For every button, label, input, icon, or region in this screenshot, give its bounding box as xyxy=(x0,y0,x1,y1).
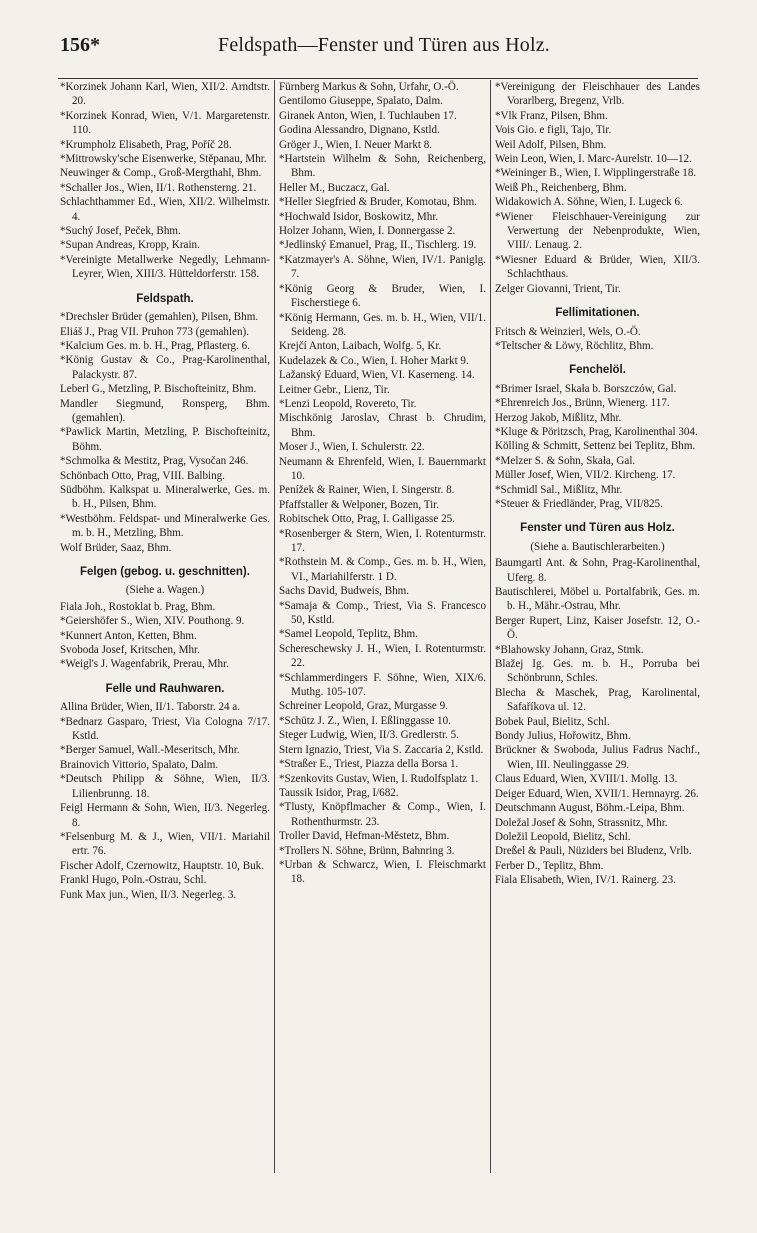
directory-entry: Fiala Joh., Rostoklat b. Prag, Bhm. xyxy=(60,600,216,613)
directory-entry: Berger Rupert, Linz, Kaiser Josefstr. 12, O.-Ö. xyxy=(495,614,700,642)
column-divider xyxy=(490,80,491,1173)
directory-entry: Widakowich A. Söhne, Wien, I. Lugeck 6. xyxy=(495,196,683,209)
directory-entry: *Urban & Schwarcz, Wien, I. Fleischmarkt 18. xyxy=(279,858,486,886)
directory-entry: Wolf Brüder, Saaz, Bhm. xyxy=(60,541,172,554)
directory-entry: Schlachthammer Ed., Wien, XII/2. Wilhelmstr. 4. xyxy=(60,196,270,223)
directory-entry: *Melzer S. & Sohn, Skała, Gal. xyxy=(495,454,636,467)
directory-entry: *Bednarz Gasparo, Triest, Via Cologna 7/17. Kstld. xyxy=(60,715,270,743)
page-number: 156* xyxy=(60,34,100,56)
column-divider xyxy=(274,80,275,1173)
directory-entry: *Drechsler Brüder (gemahlen), Pilsen, Bhm. xyxy=(60,311,259,324)
directory-entry: *Rothstein M. & Comp., Ges. m. b. H., Wien, VI., Mariahilferstr. 1 D. xyxy=(279,556,486,583)
section-note: (Siehe a. Bautischlerarbeiten.) xyxy=(530,540,665,553)
directory-entry: Deiger Eduard, Wien, XVII/1. Hernnayrg. 26. xyxy=(495,787,699,800)
directory-entry: Schönbach Otto, Prag, VIII. Balbing. xyxy=(60,469,225,482)
directory-entry: *Brimer Israel, Skała b. Borszczów, Gal. xyxy=(495,382,677,395)
directory-entry: *Vereinigte Metallwerke Negedly, Lehmann-Leyrer, Wien, XIII/3. Hütteldorferstr. 158. xyxy=(60,253,270,281)
directory-entry: *König Hermann, Ges. m. b. H., Wien, VII/1. Seideng. 28. xyxy=(279,311,486,338)
directory-entry: Herzog Jakob, Mißlitz, Mhr. xyxy=(495,411,622,424)
directory-entry: *Krumpholz Elisabeth, Prag, Poříč 28. xyxy=(60,138,232,151)
directory-entry: Stern Ignazio, Triest, Via S. Zaccaria 2, Kstld. xyxy=(279,743,484,756)
directory-entry: Müller Josef, Wien, VII/2. Kircheng. 17. xyxy=(495,469,676,482)
directory-entry: *Korzinek Johann Karl, Wien, XII/2. Arndtstr. 20. xyxy=(60,81,270,108)
directory-entry: Eliáš J., Prag VII. Pruhon 773 (gemahlen). xyxy=(60,325,249,338)
section-heading: Felle und Rauhwaren. xyxy=(105,682,225,695)
directory-entry: *Teltscher & Löwy, Röchlitz, Bhm. xyxy=(495,339,654,352)
directory-entry: *Hochwald Isidor, Boskowitz, Mhr. xyxy=(279,210,439,223)
directory-entry: *Mittrowsky'sche Eisenwerke, Stěpanau, Mhr. xyxy=(60,153,267,166)
directory-entry: Pfaffstaller & Welponer, Bozen, Tir. xyxy=(279,498,440,511)
directory-entry: Robitschek Otto, Prag, I. Galligasse 25. xyxy=(279,513,455,526)
directory-entry: Ferber D., Teplitz, Bhm. xyxy=(495,859,604,872)
directory-entry: *Schmidl Sal., Mißlitz, Mhr. xyxy=(495,483,623,496)
directory-entry: Taussik Isidor, Prag, I/682. xyxy=(279,786,399,799)
directory-entry: Doležil Leopold, Bielitz, Schl. xyxy=(495,830,631,843)
section-heading: Fenster und Türen aus Holz. xyxy=(520,522,675,535)
directory-entry: Kudelazek & Co., Wien, I. Hoher Markt 9. xyxy=(279,354,469,367)
directory-entry: Vois Gio. e figli, Tajo, Tir. xyxy=(495,124,612,137)
directory-entry: Allina Brüder, Wien, II/1. Taborstr. 24 a. xyxy=(60,701,241,714)
directory-entry: *Samel Leopold, Teplitz, Bhm. xyxy=(279,628,418,641)
directory-entry: *Tlusty, Knöpflmacher & Comp., Wien, I. Rothenthurmstr. 23. xyxy=(279,801,486,828)
directory-entry: Penížek & Rainer, Wien, I. Singerstr. 8. xyxy=(279,484,455,497)
section-heading: Fellimitationen. xyxy=(555,307,640,320)
directory-entry: *Steuer & Friedländer, Prag, VII/825. xyxy=(495,497,663,510)
directory-entry: Doležal Josef & Sohn, Strassnitz, Mhr. xyxy=(495,816,668,829)
directory-entry: *Kalcium Ges. m. b. H., Prag, Pflasterg. 6. xyxy=(60,339,250,352)
directory-entry: Blecha & Maschek, Prag, Karolinental, Safaříkova ul. 12. xyxy=(495,686,700,714)
directory-entry: *Schmolka & Mestitz, Prag, Vysočan 246. xyxy=(60,455,249,468)
directory-entry: *Blahowsky Johann, Graz, Stmk. xyxy=(495,643,644,656)
directory-entry: Brückner & Swoboda, Julius Fadrus Nachf., Wien, III. Neulinggasse 29. xyxy=(495,744,700,771)
directory-entry: Sachs David, Budweis, Bhm. xyxy=(279,585,410,598)
directory-entry: *Ehrenreich Jos., Brünn, Wienerg. 117. xyxy=(495,397,670,410)
directory-entry: Holzer Johann, Wien, I. Donnergasse 2. xyxy=(279,225,456,238)
directory-entry: Schreiner Leopold, Graz, Murgasse 9. xyxy=(279,700,448,713)
directory-entry: *Felsenburg M. & J., Wien, VII/1. Mariahil ertr. 76. xyxy=(60,830,270,858)
directory-entry: *Weininger B., Wien, I. Wipplingerstraße 18. xyxy=(495,167,697,180)
directory-entry: *Korzinek Konrad, Wien, V/1. Margaretenstr. 110. xyxy=(60,109,270,137)
directory-entry: *Szenkovits Gustav, Wien, I. Rudolfsplatz 1. xyxy=(279,772,479,785)
directory-entry: *Heller Siegfried & Bruder, Komotau, Bhm. xyxy=(279,196,477,209)
page-title: Feldspath—Fenster und Türen aus Holz. xyxy=(218,34,550,56)
section-heading: Felgen (gebog. u. geschnitten). xyxy=(80,566,250,578)
directory-entry: *Hartstein Wilhelm & Sohn, Reichenberg, Bhm. xyxy=(279,153,486,180)
directory-entry: Mandler Siegmund, Ronsperg, Bhm. (gemahlen). xyxy=(60,397,270,424)
column-middle xyxy=(279,80,486,1173)
directory-entry: *Deutsch Philipp & Söhne, Wien, II/3. Lilienbrunng. 18. xyxy=(60,773,270,800)
directory-entry: Bobek Paul, Bielitz, Schl. xyxy=(495,715,610,728)
directory-entry: Weiß Ph., Reichenberg, Bhm. xyxy=(495,181,627,194)
directory-entry: Neuwinger & Comp., Groß-Mergthahl, Bhm. xyxy=(60,167,262,180)
directory-entry: *Trollers N. Söhne, Brünn, Bahnring 3. xyxy=(279,844,455,857)
directory-entry: *König Georg & Bruder, Wien, I. Fischerstiege 6. xyxy=(279,282,486,310)
directory-entry: *Lenzi Leopold, Rovereto, Tir. xyxy=(279,397,417,410)
directory-entry: Südböhm. Kalkspat u. Mineralwerke, Ges. m. b. H., Pilsen, Bhm. xyxy=(60,483,270,511)
directory-entry: Godina Alessandro, Dignano, Kstld. xyxy=(279,124,440,137)
directory-entry: *Vlk Franz, Pilsen, Bhm. xyxy=(495,109,608,122)
directory-entry: Wein Leon, Wien, I. Marc-Aurelstr. 10—12. xyxy=(495,153,692,166)
directory-entry: Heller M., Buczacz, Gal. xyxy=(279,181,390,194)
directory-entry: Bautischlerei, Möbel u. Portalfabrik, Ges. m. b. H., Mähr.-Ostrau, Mhr. xyxy=(495,586,700,613)
directory-entry: Leberl G., Metzling, P. Bischofteinitz, Bhm. xyxy=(60,383,257,396)
section-heading: Feldspath. xyxy=(136,292,194,305)
directory-entry: Deutschmann August, Böhm.-Leipa, Bhm. xyxy=(495,802,685,815)
directory-entry: Feigl Hermann & Sohn, Wien, II/3. Negerleg. 8. xyxy=(60,802,270,829)
directory-entry: *Wiesner Eduard & Brüder, Wien, XII/3. Schlachthaus. xyxy=(495,253,700,281)
directory-entry: *Wiener Fleischhauer-Vereinigung zur Verwertung der Nebenprodukte, Wien, VIII/. Lenaug. 2. xyxy=(495,210,700,252)
directory-entry: Funk Max jun., Wien, II/3. Negerleg. 3. xyxy=(60,888,237,901)
directory-entry: *Berger Samuel, Wall.-Meseritsch, Mhr. xyxy=(60,744,240,757)
column-right xyxy=(495,80,700,1173)
directory-entry: Schereschewsky J. H., Wien, I. Rotenturmstr. 22. xyxy=(279,642,486,670)
directory-entry: Weil Adolf, Pilsen, Bhm. xyxy=(495,138,607,151)
directory-entry: *Kunnert Anton, Ketten, Bhm. xyxy=(60,629,197,642)
directory-entry: *Pawlick Martin, Metzling, P. Bischofteinitz, Böhm. xyxy=(60,426,270,453)
directory-entry: Mischkönig Jaroslav, Chrast b. Chrudim, Bhm. xyxy=(279,412,486,439)
column-left xyxy=(60,80,270,1173)
directory-entry: Blažej Ig. Ges. m. b. H., Porruba bei Schönbrunn, Schles. xyxy=(495,658,700,685)
directory-entry: Baumgartl Ant. & Sohn, Prag-Karolinenthal, Uferg. 8. xyxy=(495,557,700,584)
directory-entry: *Schütz J. Z., Wien, I. Eßlinggasse 10. xyxy=(279,714,451,727)
directory-entry: *Suchý Josef, Peček, Bhm. xyxy=(60,225,181,238)
directory-entry: *Kluge & Pöritzsch, Prag, Karolinenthal 304. xyxy=(495,425,698,438)
directory-entry: *Geiershöfer S., Wien, XIV. Pouthong. 9. xyxy=(60,615,245,628)
directory-entry: Moser J., Wien, I. Schulerstr. 22. xyxy=(279,441,425,454)
directory-entry: Svoboda Josef, Kritschen, Mhr. xyxy=(60,644,200,657)
directory-entry: Claus Eduard, Wien, XVIII/1. Mollg. 13. xyxy=(495,773,678,786)
directory-entry: *Schlammerdingers F. Söhne, Wien, XIX/6. Muthg. 105-107. xyxy=(279,671,486,699)
directory-entry: *Jedlinský Emanuel, Prag, II., Tischlerg. 19. xyxy=(279,239,477,252)
directory-entry: Krejčí Anton, Laibach, Wolfg. 5, Kr. xyxy=(279,340,442,353)
directory-entry: Zelger Giovanni, Trient, Tir. xyxy=(495,282,621,295)
section-heading: Fenchelöl. xyxy=(569,364,626,377)
directory-entry: Fischer Adolf, Czernowitz, Hauptstr. 10, Buk. xyxy=(60,859,264,872)
directory-entry: *Vereinigung der Fleischhauer des Landes Vorarlberg, Bregenz, Vrlb. xyxy=(495,81,700,108)
directory-entry: Neumann & Ehrenfeld, Wien, I. Bauernmarkt 10. xyxy=(279,455,486,482)
directory-entry: Troller David, Hefman-Městetz, Bhm. xyxy=(279,830,450,843)
directory-entry: *Rosenberger & Stern, Wien, I. Rotenturmstr. 17. xyxy=(279,527,486,554)
directory-entry: *Weigl's J. Wagenfabrik, Prerau, Mhr. xyxy=(60,658,229,671)
page-header xyxy=(60,30,700,66)
directory-entry: Dreßel & Pauli, Nüziders bei Bludenz, Vrlb. xyxy=(495,845,692,858)
directory-entry: *Katzmayer's A. Söhne, Wien, IV/1. Paniglg. 7. xyxy=(279,253,486,281)
directory-entry: Brainovich Vittorio, Spalato, Dalm. xyxy=(60,758,219,771)
directory-entry: Frankl Hugo, Poln.-Ostrau, Schl. xyxy=(60,874,207,887)
directory-entry: Lažanský Eduard, Wien, VI. Kaserneng. 14. xyxy=(279,369,475,382)
directory-entry: Gentilomo Giuseppe, Spalato, Dalm. xyxy=(279,95,443,108)
directory-entry: Gröger J., Wien, I. Neuer Markt 8. xyxy=(279,138,433,151)
section-note: (Siehe a. Wagen.) xyxy=(125,584,205,597)
directory-entry: Steger Ludwig, Wien, II/3. Gredlerstr. 5. xyxy=(279,729,459,742)
directory-entry: *Supan Andreas, Kropp, Krain. xyxy=(60,239,200,252)
directory-entry: *Straßer E., Triest, Piazza della Borsa 1. xyxy=(279,758,459,771)
directory-entry: Giranek Anton, Wien, I. Tuchlauben 17. xyxy=(279,109,457,122)
directory-entry: *Westböhm. Feldspat- und Mineralwerke Ges. m. b. H., Metzling, Bhm. xyxy=(60,512,270,540)
directory-entry: *König Gustav & Co., Prag-Karolinenthal, Palackystr. 87. xyxy=(60,354,270,381)
header-rule xyxy=(58,78,698,79)
directory-entry: Fiala Elisabeth, Wien, IV/1. Rainerg. 23. xyxy=(495,874,676,887)
directory-entry: Leitner Gebr., Lienz, Tir. xyxy=(279,383,390,396)
directory-entry: *Samaja & Comp., Triest, Via S. Francesco 50, Kstld. xyxy=(279,599,486,627)
directory-entry: *Schaller Jos., Wien, II/1. Rothensterng. 21. xyxy=(60,181,257,194)
directory-entry: Kölling & Schmitt, Settenz bei Teplitz, Bhm. xyxy=(495,440,696,453)
directory-entry: Bondy Julius, Hořowitz, Bhm. xyxy=(495,730,631,743)
directory-entry: Fritsch & Weinzierl, Wels, O.-Ö. xyxy=(495,325,641,338)
directory-entry: Fürnberg Markus & Sohn, Urfahr, O.-Ö. xyxy=(279,81,459,93)
